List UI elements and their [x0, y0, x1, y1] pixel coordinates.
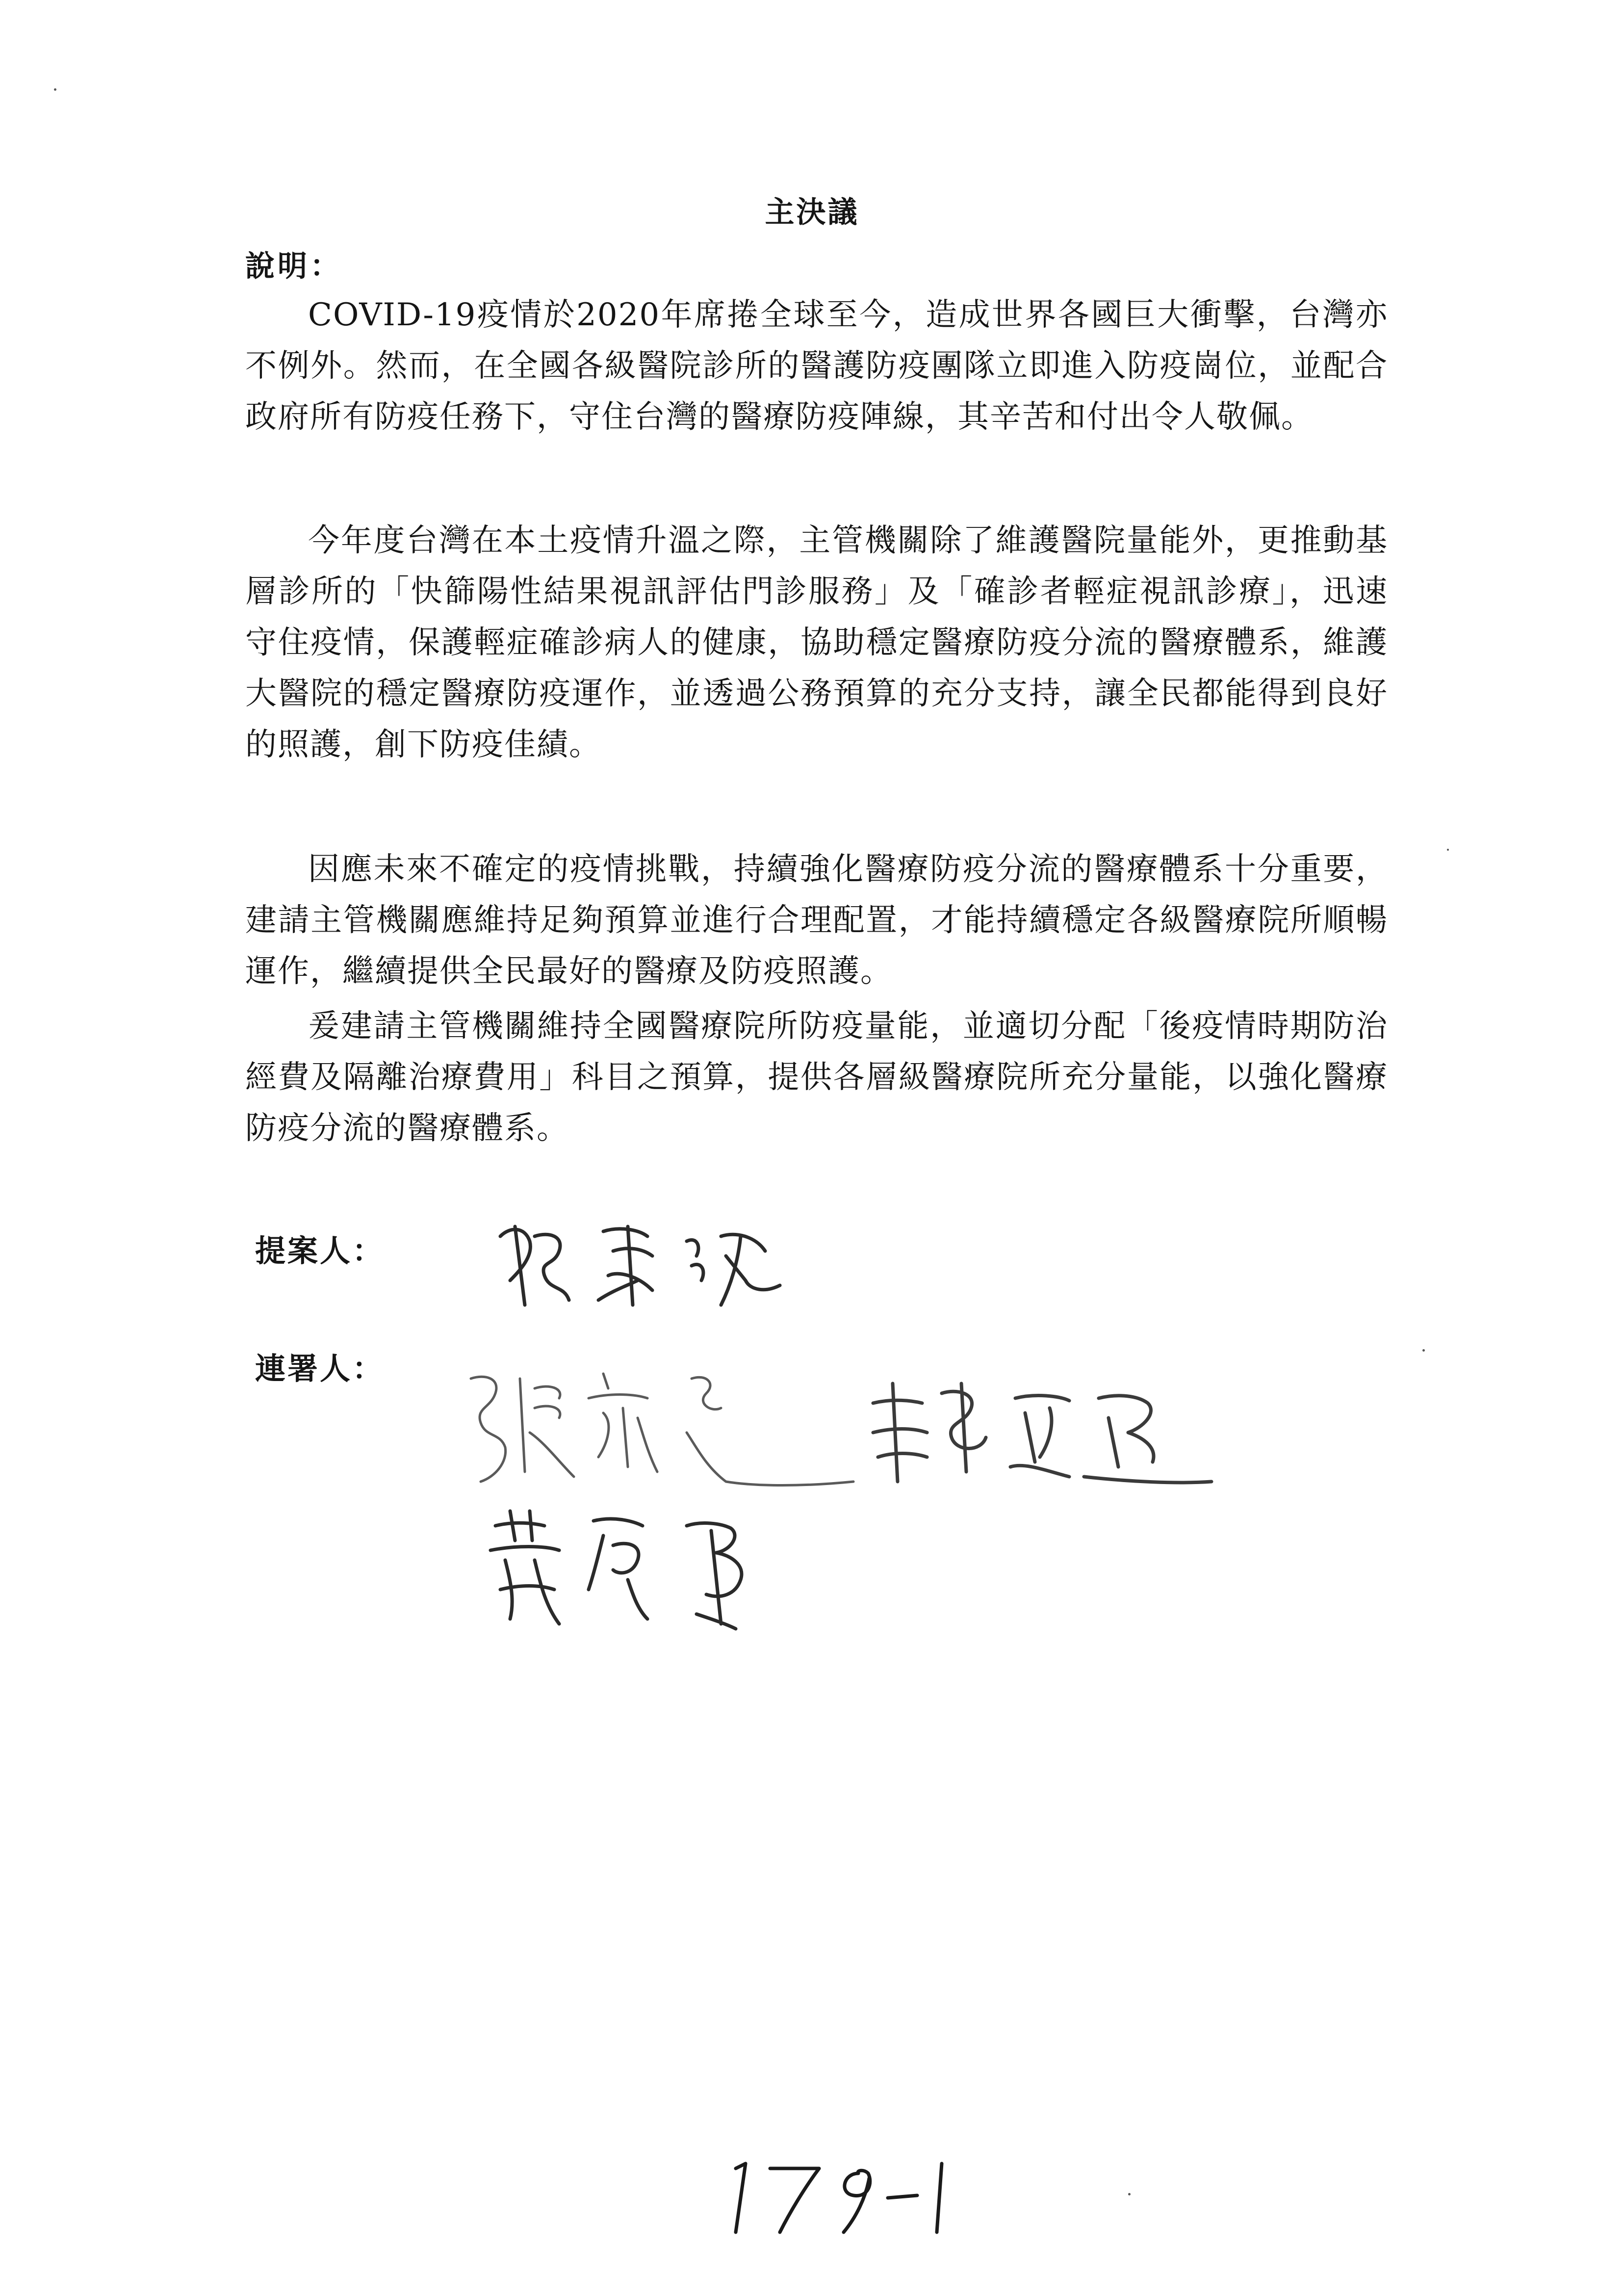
paragraph-1: COVID-19疫情於2020年席捲全球至今，造成世界各國巨大衝擊，台灣亦不例外。然而，在全國各級醫院診所的醫護防疫團隊立即進入防疫崗位，並配合政府所有防疫任務下，守住台灣的醫療防疫陣線，其辛苦和付出令人敬佩。	[245, 297, 1388, 435]
cosigner-signature-2	[863, 1374, 1216, 1491]
cosigner-signature-3	[481, 1501, 795, 1639]
page-number	[706, 2149, 961, 2239]
cosigner-label: 連署人：	[255, 1351, 385, 1386]
proposer-signature	[490, 1207, 804, 1325]
document-title: 主決議	[765, 195, 859, 230]
proposer-label: 提案人：	[255, 1233, 385, 1269]
paragraph-4: 爰建請主管機關維持全國醫療院所防疫量能，並適切分配「後疫情時期防治經費及隔離治療費用」科目之預算，提供各層級醫療院所充分量能，以強化醫療防疫分流的醫療體系。	[245, 1008, 1388, 1147]
scan-speck	[1128, 2193, 1131, 2195]
scan-speck	[1422, 1349, 1425, 1352]
scan-speck	[54, 88, 56, 91]
explanation-label: 說明：	[245, 249, 342, 284]
paragraph-2: 今年度台灣在本土疫情升溫之際，主管機關除了維護醫院量能外，更推動基層診所的「快篩陽性結果視訊評估門診服務」及「確診者輕症視訊診療」，迅速守住疫情，保護輕症確診病人的健康，協助穩定醫療防疫分流的醫療體系，維護大醫院的穩定醫療防疫運作，並透過公務預算的充分支持，讓全民都能得到良好的照護，創下防疫佳績。	[245, 522, 1388, 763]
paragraph-3: 因應未來不確定的疫情挑戰，持續強化醫療防疫分流的醫療體系十分重要，建請主管機關應維持足夠預算並進行合理配置，才能持續穩定各級醫療院所順暢運作，繼續提供全民最好的醫療及防疫照護。	[245, 851, 1388, 990]
scan-speck	[1447, 849, 1449, 851]
cosigner-signature-1	[461, 1359, 863, 1506]
